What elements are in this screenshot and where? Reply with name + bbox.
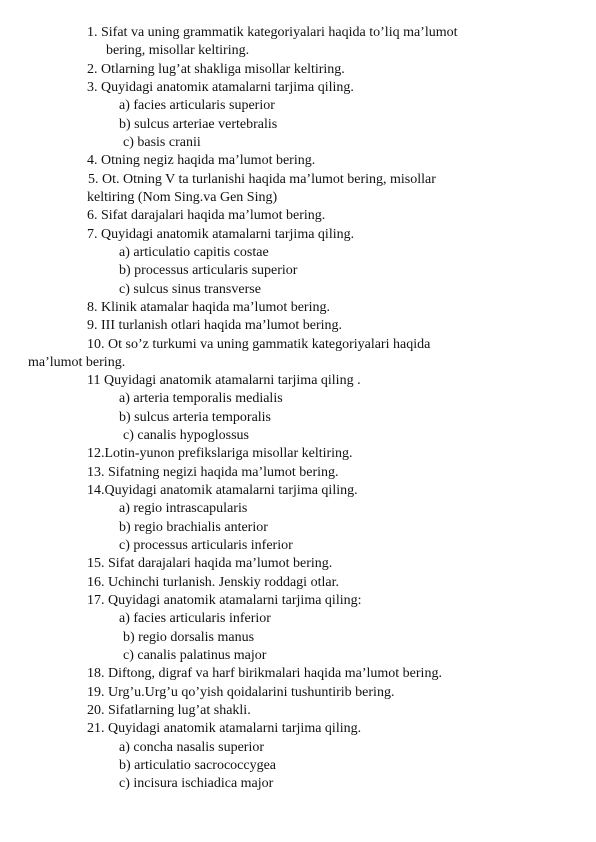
text-line: 8. Klinik atamalar haqida ma’lumot bering. xyxy=(87,300,330,315)
text-line: 13. Sifatning negizi haqida ma’lumot bering. xyxy=(87,465,339,480)
text-line: 21. Quyidagi anatomik atamalarni tarjima qiling. xyxy=(87,721,362,736)
text-line: ma’lumot bering. xyxy=(28,355,126,370)
text-line: 9. III turlanish otlari haqida ma’lumot bering. xyxy=(87,318,343,333)
text-line: 15. Sifat darajalari haqida ma’lumot bering. xyxy=(87,556,333,571)
text-line: 14.Quyidagi anatomik atamalarni tarjima qiling. xyxy=(87,483,358,498)
text-line: 20. Sifatlarning lug’at shakli. xyxy=(87,703,251,718)
text-line: 12.Lotin-yunon prefikslariga misollar keltiring. xyxy=(87,446,353,461)
text-line: 6. Sifat darajalari haqida ma’lumot bering. xyxy=(87,208,326,223)
text-line: 17. Quyidagi anatomik atamalarni tarjima qiling: xyxy=(87,593,362,608)
text-line: c) basis cranii xyxy=(123,135,201,150)
text-line: 4. Otning negiz haqida ma’lumot bering. xyxy=(87,153,316,168)
text-line: keltiring (Nom Sing.va Gen Sing) xyxy=(87,190,278,205)
text-line: 10. Ot so’z turkumi va uning gammatik kategoriyalari haqida xyxy=(87,337,431,352)
text-line: a) arteria temporalis medialis xyxy=(119,391,283,406)
text-line: c) canalis palatinus major xyxy=(123,648,267,663)
text-line: 5. Ot. Otning V ta turlanishi haqida ma’lumot bering, misollar xyxy=(88,172,436,187)
text-line: c) sulcus sinus transverse xyxy=(119,282,261,297)
text-line: 18. Diftong, digraf va harf birikmalari haqida ma’lumot bering. xyxy=(87,666,442,681)
text-line: a) facies articularis superior xyxy=(119,98,275,113)
text-line: 1. Sifat va uning grammatik kategoriyalari haqida to’liq ma’lumot xyxy=(87,25,458,40)
text-line: b) regio brachialis anterior xyxy=(119,520,268,535)
text-line: 19. Urg’u.Urg’u qo’yish qoidalarini tushuntirib bering. xyxy=(87,685,395,700)
text-line: b) regio dorsalis manus xyxy=(123,630,255,645)
text-line: a) articulatio capitis costae xyxy=(119,245,269,260)
text-line: 16. Uchinchi turlanish. Jenskiy roddagi otlar. xyxy=(87,575,339,590)
text-line: 11 Quyidagi anatomik atamalarni tarjima qiling . xyxy=(87,373,361,388)
text-line: a) concha nasalis superior xyxy=(119,740,264,755)
text-line: bering, misollar keltiring. xyxy=(106,43,250,58)
text-line: c) processus articularis inferior xyxy=(119,538,293,553)
text-line: 7. Quyidagi anatomik atamalarni tarjima qiling. xyxy=(87,227,355,242)
text-line: 3. Quyidagi anatomiк atamalarni tarjima qiling. xyxy=(87,80,354,95)
text-line: b) sulcus arteriae vertebralis xyxy=(119,117,278,132)
text-line: 2. Otlarning lug’at shakliga misollar keltiring. xyxy=(87,62,345,77)
text-line: a) facies articularis inferior xyxy=(119,611,271,626)
text-line: b) processus articularis superior xyxy=(119,263,298,278)
text-line: c) incisura ischiadica major xyxy=(119,776,274,791)
text-line: c) canalis hypoglossus xyxy=(123,428,249,443)
text-line: b) articulatio sacrococcygea xyxy=(119,758,277,773)
text-line: a) regio intrascapularis xyxy=(119,501,248,516)
text-line: b) sulcus arteria temporalis xyxy=(119,410,272,425)
